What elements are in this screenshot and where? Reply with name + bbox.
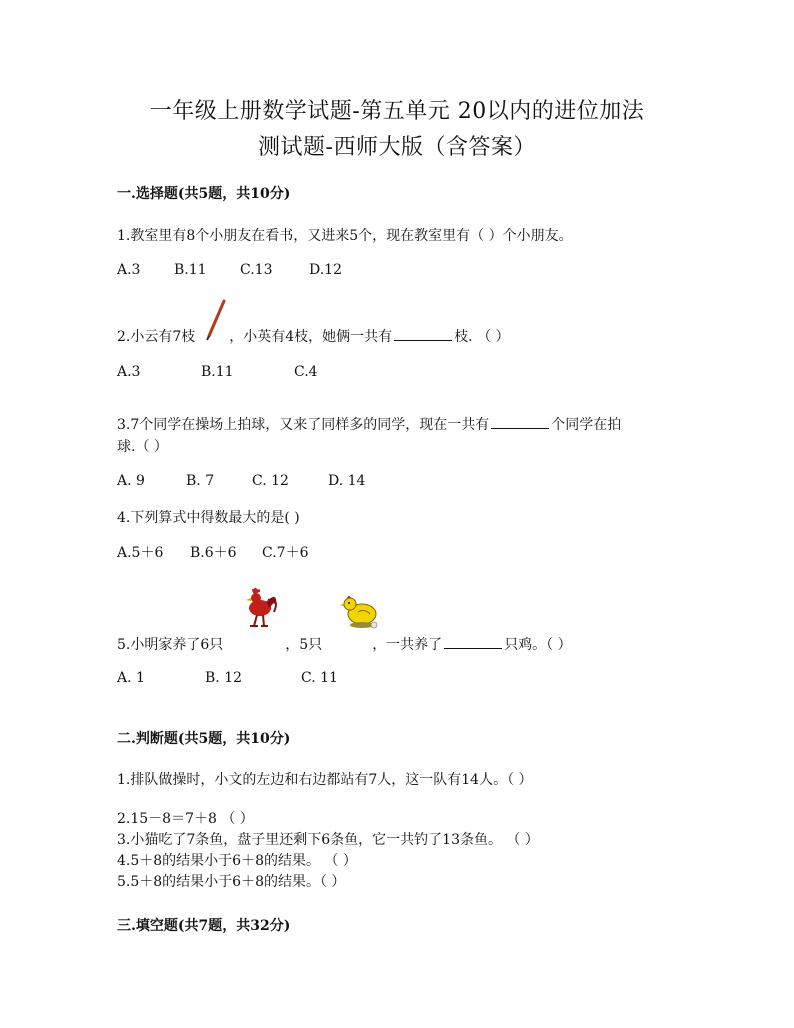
judgement-5: 5.5＋8的结果小于6＋8的结果。（ ） [117,874,346,890]
option-d: D.12 [309,262,342,278]
option-b: B.6＋6 [190,545,237,561]
question-3-part1: 3.7个同学在操场上拍球，又来了同样多的同学，现在一共有 [117,417,490,433]
section-heading-fill: 三.填空题(共7题，共32分) [117,918,291,934]
question-5-part4: 只鸡。（ ） [504,637,572,653]
question-2-part2: ，小英有4枝，她俩一共有 [229,329,393,345]
option-a: A.3 [117,364,141,380]
answer-blank [491,416,549,429]
option-b: B. 7 [186,473,215,489]
judgement-2: 2.15－8＝7＋8 （ ） [117,811,254,827]
question-2-part1: 2.小云有7枝 [117,329,196,345]
option-a: A.5＋6 [117,545,164,561]
option-a: A. 9 [117,473,145,489]
option-d: D. 14 [328,473,366,489]
option-b: B.11 [174,262,207,278]
answer-blank [394,328,452,341]
document-title-line2: 测试题-西师大版（含答案） [258,135,536,160]
judgement-1: 1.排队做操时，小文的左边和右边都站有7人，这一队有14人。（ ） [117,772,533,788]
option-c: C. 11 [301,670,338,686]
option-b: B.11 [201,364,234,380]
option-c: C.13 [240,262,273,278]
section-heading-judgement: 二.判断题(共5题，共10分) [117,731,291,747]
option-c: C.4 [294,364,318,380]
question-2 [117,326,510,346]
judgement-4: 4.5＋8的结果小于6＋8的结果。 （ ） [117,853,357,869]
answer-blank [444,636,502,649]
question-1: 1.教室里有8个小朋友在看书，又进来5个，现在教室里有（ ）个小朋友。 [117,228,573,244]
hen-icon [338,592,380,630]
rooster-icon [240,586,280,630]
question-2-part3: 枝. （ ） [454,329,510,345]
pencil-icon [204,298,228,342]
option-c: C. 12 [252,473,289,489]
question-4: 4.下列算式中得数最大的是( ) [117,510,300,526]
judgement-3: 3.小猫吃了7条鱼，盘子里还剩下6条鱼，它一共钓了13条鱼。 （ ） [117,832,539,848]
document-title-line1: 一年级上册数学试题-第五单元 20以内的进位加法 [149,99,645,124]
question-3 [117,414,621,434]
option-a: A.3 [117,262,141,278]
option-c: C.7＋6 [262,545,309,561]
question-5-part3: ，一共养了 [372,637,443,653]
question-3-part2: 个同学在拍 [551,417,622,433]
question-5-part1: 5.小明家养了6只 [117,637,224,653]
question-5 [117,634,572,654]
option-a: A. 1 [117,670,145,686]
question-5-part2: ，5只 [285,637,323,653]
option-b: B. 12 [205,670,243,686]
question-3-line2: 球.（ ） [117,439,168,455]
section-heading-choice: 一.选择题(共5题，共10分) [117,186,291,202]
